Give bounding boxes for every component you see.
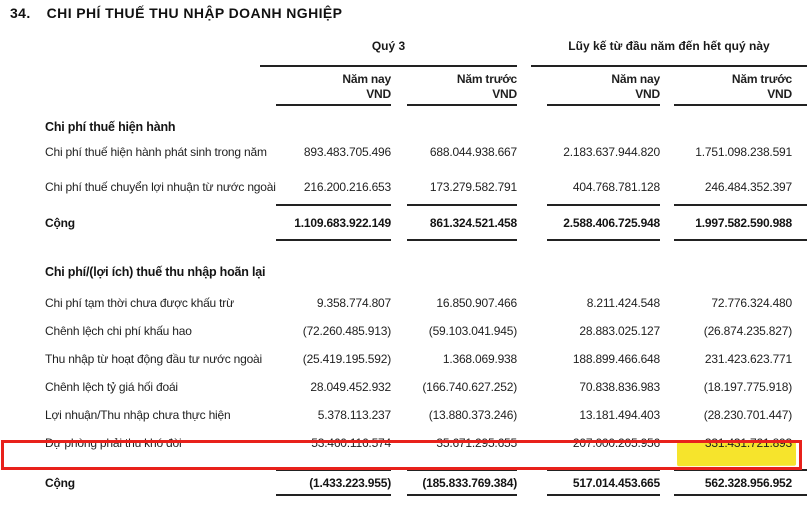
cell-value: 688.044.938.667 [429, 144, 517, 159]
note-title-text: CHI PHÍ THUẾ THU NHẬP DOANH NGHIỆP [46, 5, 343, 21]
currency-row [45, 87, 807, 101]
cell-value: (18.197.775.918) [703, 380, 792, 394]
column-group-row [45, 39, 807, 53]
total-value: 861.324.521.458 [429, 215, 517, 230]
cell-value: 207.000.205.956 [572, 436, 660, 450]
currency-label: VND [767, 87, 792, 101]
rule-line [407, 104, 517, 106]
group-header-ytd: Lũy kế từ đầu năm đến hết quý này [568, 39, 770, 53]
cell-value: 9.358.774.807 [316, 296, 391, 310]
rule-line [276, 494, 391, 496]
cell-value: 8.211.424.548 [586, 296, 660, 310]
cell-value: 72.776.324.480 [711, 296, 792, 310]
table-row [45, 134, 807, 169]
cell-value: 2.183.637.944.820 [563, 144, 660, 159]
row-label: Chi phí thuế hiện hành phát sinh trong năm [45, 144, 267, 159]
currency-label: VND [366, 87, 391, 101]
total-label: Cộng [45, 215, 75, 230]
note-number: 34. [10, 5, 31, 21]
cell-value: 35.671.295.655 [436, 436, 517, 450]
total-value: 2.588.406.725.948 [563, 215, 660, 230]
table-row [45, 289, 807, 317]
cell-value: 216.200.216.653 [303, 179, 391, 194]
section-heading-deferred-tax: Chi phí/(lợi ích) thuế thu nhập hoãn lại [45, 265, 266, 279]
rule-line [407, 204, 517, 206]
table-row [45, 345, 807, 373]
rule-line [547, 104, 660, 106]
cell-value: (25.419.195.592) [302, 352, 391, 366]
rule-line [260, 65, 517, 67]
row-label: Lợi nhuận/Thu nhập chưa thực hiện [45, 408, 231, 422]
row-label: Chi phí thuế chuyển lợi nhuận từ nước ngoài [45, 179, 276, 194]
total-label: Cộng [45, 475, 75, 490]
col-header-current-ytd: Năm nay [611, 72, 660, 86]
rule-line [674, 239, 807, 241]
subtotal-row [45, 206, 807, 239]
note-title [10, 5, 342, 21]
rule-line [276, 469, 391, 471]
cell-value: 1.751.098.238.591 [695, 144, 792, 159]
group-underline-row [45, 65, 807, 67]
cell-value: 893.483.705.496 [303, 144, 391, 159]
total-value: 562.328.956.952 [704, 475, 792, 490]
total-value: 1.109.683.922.149 [294, 215, 391, 230]
table-row [45, 317, 807, 345]
cell-value: 173.279.582.791 [429, 179, 517, 194]
cell-value: 53.460.116.574 [311, 436, 391, 450]
rule-line [674, 494, 807, 496]
total-value: 517.014.453.665 [572, 475, 660, 490]
total-rule-row [45, 494, 807, 496]
total-row [45, 471, 807, 494]
col-header-prior-ytd: Năm trước [731, 72, 792, 86]
total-value: (185.833.769.384) [422, 475, 517, 490]
cell-value: (26.874.235.827) [703, 324, 792, 338]
table-row [45, 169, 807, 204]
cell-value: 188.899.466.648 [572, 352, 660, 366]
rule-line [407, 494, 517, 496]
rule-line [531, 65, 807, 67]
cell-value: 70.838.836.983 [579, 380, 660, 394]
cell-value: (28.230.701.447) [703, 408, 792, 422]
subtotal-rule-row [45, 239, 807, 241]
col-header-current-q: Năm nay [342, 72, 391, 86]
cell-value: 231.423.623.771 [704, 352, 792, 366]
total-value: 1.997.582.590.988 [695, 215, 792, 230]
total-value: (1.433.223.955) [309, 475, 391, 490]
table-row [45, 401, 807, 429]
tax-expense-table [45, 23, 807, 496]
cell-value: (166.740.627.252) [422, 380, 517, 394]
currency-label: VND [492, 87, 517, 101]
rule-line [276, 239, 391, 241]
currency-label: VND [635, 87, 660, 101]
cell-value: 16.850.907.466 [436, 296, 517, 310]
rule-line [547, 204, 660, 206]
rule-line [547, 469, 660, 471]
cell-value: (72.260.485.913) [302, 324, 391, 338]
cell-value: 5.378.113.237 [317, 408, 391, 422]
cell-value: 28.883.025.127 [579, 324, 660, 338]
cell-value: 246.484.352.397 [704, 179, 792, 194]
cell-value: 28.049.452.932 [310, 380, 391, 394]
row-label: Thu nhập từ hoạt động đầu tư nước ngoài [45, 352, 262, 366]
cell-value-highlighted: 331.431.721.893 [704, 436, 792, 450]
rule-line [547, 494, 660, 496]
group-header-quarter: Quý 3 [371, 39, 406, 53]
row-label: Chênh lệch chi phí khấu hao [45, 324, 192, 338]
rule-line [276, 204, 391, 206]
rule-line [674, 469, 807, 471]
rule-line [276, 104, 391, 106]
cell-value: (13.880.373.246) [428, 408, 517, 422]
column-header-row [45, 72, 807, 86]
col-header-prior-q: Năm trước [456, 72, 517, 86]
rule-line [674, 204, 807, 206]
rule-line [407, 469, 517, 471]
table-row-highlighted [45, 429, 807, 457]
rule-line [674, 104, 807, 106]
row-label: Chi phí tạm thời chưa được khấu trừ [45, 296, 234, 310]
cell-value: 1.368.069.938 [442, 352, 517, 366]
row-label: Dự phòng phải thu khó đòi [45, 436, 182, 450]
header-rule-row [45, 104, 807, 106]
rule-line [407, 239, 517, 241]
table-row [45, 373, 807, 401]
rule-line [547, 239, 660, 241]
section-heading-current-tax: Chi phí thuế hiện hành [45, 120, 176, 134]
row-label: Chênh lệch tỷ giá hối đoái [45, 380, 178, 394]
cell-value: (59.103.041.945) [428, 324, 517, 338]
cell-value: 13.181.494.403 [579, 408, 660, 422]
cell-value: 404.768.781.128 [572, 179, 660, 194]
